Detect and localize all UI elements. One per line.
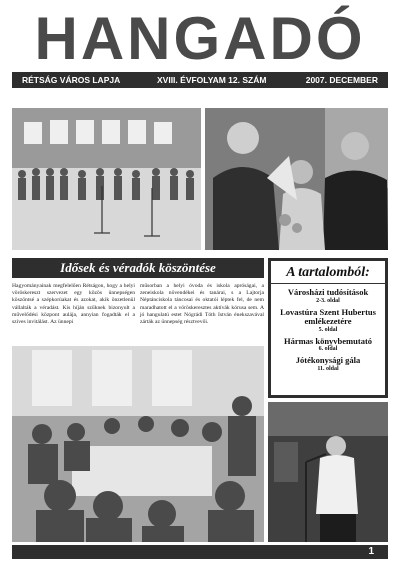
photo-award-ceremony bbox=[205, 108, 388, 250]
photo-audience-hall bbox=[12, 346, 264, 542]
toc-item-title: Lovastúra Szent Hubertus emlékezetére bbox=[280, 306, 376, 326]
article-column-1: Hagyományainak megfelelően Rétságon, hogy a helyi vöröskereszt szervezet egy közös ünnepségen köszöntsé a szépkorúakat és azokat, akik önzetlenül vállalták a véradást. Kis híján szűknek bizonyult a művelődési központ aulája, annyian fogadták el a szíves invitálást. Az ünnepi bbox=[12, 283, 135, 326]
photo-singer bbox=[268, 402, 388, 542]
toc-title: A tartalomból: bbox=[271, 265, 385, 284]
masthead-subtitle: RÉTSÁG VÁROS LAPJA bbox=[22, 75, 121, 85]
article-column-2: műsorban a helyi óvoda és iskola apróságai, a zeneiskola növendékei és tanárai, s a Lajtorja Néptánciskola táncosai és oktatói léptek fel, de nem maradhatott el a vöröskeresztes aktívák kórusa sem. A jó hangulatú estet Nógrádi Tóth István énekszavával zárták az ünnepség résztvevői. bbox=[140, 283, 264, 326]
masthead-subbar bbox=[12, 72, 388, 88]
toc-item[interactable] bbox=[271, 337, 385, 353]
toc-item-page: 6. oldal bbox=[318, 346, 338, 352]
toc-item-title: Jótékonysági gála bbox=[295, 355, 361, 365]
toc-item-page: 2-3. oldal bbox=[316, 297, 340, 304]
toc-item[interactable] bbox=[271, 288, 385, 304]
masthead bbox=[12, 5, 388, 90]
masthead-title: HANGADÓ bbox=[34, 5, 366, 72]
footer-bar bbox=[12, 545, 388, 559]
masthead-date: 2007. DECEMBER bbox=[305, 75, 378, 85]
toc-item-page: 5. oldal bbox=[318, 326, 338, 333]
toc-item[interactable] bbox=[271, 308, 385, 333]
table-of-contents bbox=[268, 258, 388, 398]
toc-item[interactable] bbox=[271, 356, 385, 372]
photo-children-performance bbox=[12, 108, 201, 250]
toc-item-page: 11. oldal bbox=[317, 365, 339, 372]
article-headline: Idősek és véradók köszöntése bbox=[12, 258, 264, 278]
toc-item-title: Városházi tudósítások bbox=[287, 287, 369, 297]
page-number: 1 bbox=[368, 546, 374, 557]
toc-item-title: Hármas könyvbemutató bbox=[283, 335, 373, 346]
masthead-volume: XVIII. ÉVFOLYAM 12. SZÁM bbox=[157, 75, 267, 85]
